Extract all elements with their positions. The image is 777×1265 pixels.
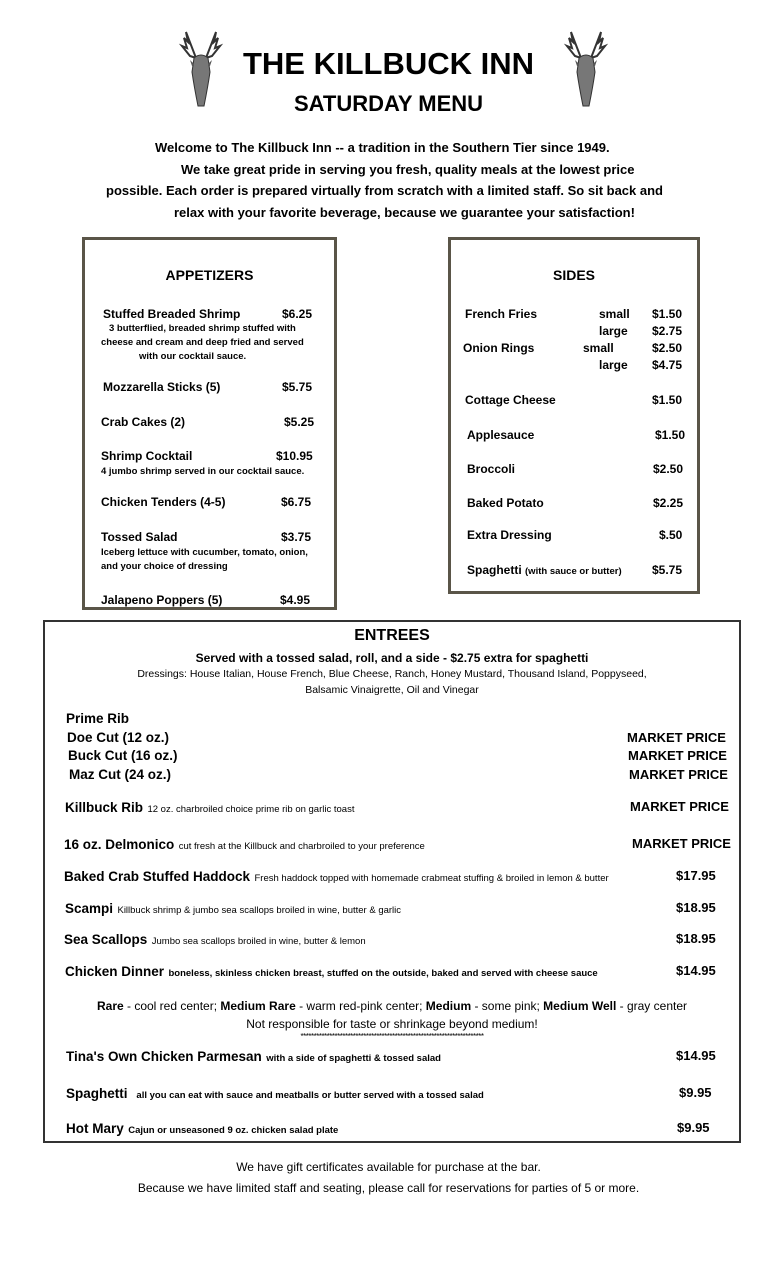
menu-item-price: $2.25 <box>653 496 684 510</box>
entree-row <box>66 1120 338 1138</box>
menu-item-name: Stuffed Breaded Shrimp <box>103 307 241 321</box>
entree-row <box>64 868 609 886</box>
menu-item-price: $1.50 <box>655 428 686 442</box>
menu-item-desc: all you can eat with sauce and meatballs or butter served with a tossed salad <box>136 1090 484 1101</box>
menu-item-name: Scampi <box>65 901 114 916</box>
menu-item-desc: 3 butterflied, breaded shrimp stuffed with <box>109 323 296 334</box>
menu-item-price: $3.75 <box>281 530 312 544</box>
appetizers-heading: APPETIZERS <box>165 267 254 283</box>
dressings-line: Dressings: House Italian, House French, Blue Cheese, Ranch, Honey Mustard, Thousand Island, Poppyseed, <box>137 668 647 680</box>
footer-line: We have gift certificates available for purchase at the bar. <box>236 1160 541 1174</box>
menu-item-price: $14.95 <box>676 1048 716 1063</box>
size-label: small <box>599 307 630 321</box>
entree-row <box>65 900 401 918</box>
menu-item-name: Tossed Salad <box>101 530 178 544</box>
page-title: THE KILLBUCK INN <box>242 46 535 81</box>
menu-item-name: Spaghetti <box>66 1086 128 1101</box>
menu-item-price: $4.75 <box>652 358 683 372</box>
menu-item-price: $5.75 <box>282 380 313 394</box>
menu-item-name: Jalapeno Poppers (5) <box>101 593 223 607</box>
menu-item-desc: boneless, skinless chicken breast, stuffed on the outside, baked and served with cheese sauce <box>168 968 598 979</box>
menu-item-desc: Iceberg lettuce with cucumber, tomato, onion, <box>101 547 308 558</box>
menu-item-desc: with a side of spaghetti & tossed salad <box>266 1053 441 1064</box>
menu-item-price: $2.75 <box>652 324 683 338</box>
entrees-heading: ENTREES <box>354 627 430 644</box>
menu-item-price: $9.95 <box>679 1085 712 1100</box>
menu-item-name: Baked Crab Stuffed Haddock <box>64 869 251 884</box>
menu-item-price: $18.95 <box>676 931 716 946</box>
entrees-box <box>43 620 741 1143</box>
entrees-served-note: Served with a tossed salad, roll, and a side - $2.75 extra for spaghetti <box>195 651 589 665</box>
menu-item-price: $.50 <box>659 528 683 542</box>
sides-box <box>448 237 700 594</box>
menu-item-name: Crab Cakes (2) <box>101 415 186 429</box>
menu-item-desc: Fresh haddock topped with homemade crabmeat stuffing & broiled in lemon & butter <box>254 873 609 884</box>
menu-item-desc: cut fresh at the Killbuck and charbroiled to your preference <box>178 841 425 852</box>
appetizers-box <box>82 237 337 610</box>
menu-item-price: $5.75 <box>652 563 683 577</box>
menu-item-name: Chicken Tenders (4-5) <box>101 495 226 509</box>
menu-item-desc: Cajun or unseasoned 9 oz. chicken salad plate <box>128 1125 339 1136</box>
menu-item-name: Buck Cut (16 oz.) <box>68 748 178 763</box>
menu-item-name: Baked Potato <box>467 496 544 510</box>
menu-item-price: $1.50 <box>652 393 683 407</box>
menu-item-price: MARKET PRICE <box>630 799 729 814</box>
intro-line: We take great pride in serving you fresh, quality meals at the lowest price <box>181 162 635 177</box>
menu-item-name: Shrimp Cocktail <box>101 449 193 463</box>
menu-item-name: Doe Cut (12 oz.) <box>67 730 170 745</box>
intro-line: Welcome to The Killbuck Inn -- a tradition in the Southern Tier since 1949. <box>155 140 610 155</box>
menu-item-name: Extra Dressing <box>467 528 552 542</box>
menu-item-name: Cottage Cheese <box>465 393 556 407</box>
size-label: large <box>599 324 628 338</box>
menu-item-price: $1.50 <box>652 307 683 321</box>
footer-line: Because we have limited staff and seating, please call for reservations for parties of 5 or more. <box>137 1181 640 1195</box>
size-label: large <box>599 358 628 372</box>
menu-item-price: $5.25 <box>284 415 315 429</box>
sides-heading: SIDES <box>552 267 595 283</box>
doneness-disclaimer: Not responsible for taste or shrinkage beyond medium! <box>246 1017 538 1031</box>
menu-item-name: French Fries <box>465 307 538 321</box>
menu-item-desc: with our cocktail sauce. <box>139 351 247 362</box>
menu-item-name: Sea Scallops <box>64 932 148 947</box>
menu-item-price: $14.95 <box>676 963 716 978</box>
menu-item-price: MARKET PRICE <box>628 748 727 763</box>
entree-row <box>65 963 598 981</box>
menu-item-desc: cheese and cream and deep fried and served <box>101 337 304 348</box>
menu-item-price: $6.75 <box>281 495 312 509</box>
menu-item-name: Chicken Dinner <box>65 964 165 979</box>
menu-item-price: MARKET PRICE <box>627 730 726 745</box>
doneness-guide: Rare - cool red center; Medium Rare - warm red-pink center; Medium - some pink; Medium Well - gray center <box>96 999 687 1013</box>
intro-line: possible. Each order is prepared virtually from scratch with a limited staff. So sit back and <box>106 183 663 198</box>
menu-item-desc: Killbuck shrimp & jumbo sea scallops broiled in wine, butter & garlic <box>117 905 402 916</box>
menu-item-name: Applesauce <box>467 428 535 442</box>
entree-row <box>64 836 425 854</box>
menu-item-price: $2.50 <box>653 462 684 476</box>
entree-row <box>66 1048 441 1066</box>
menu-item-note: (with sauce or butter) <box>525 566 622 577</box>
menu-item-name: Mozzarella Sticks (5) <box>103 380 221 394</box>
menu-item-price: $9.95 <box>677 1120 710 1135</box>
menu-item-name: Tina's Own Chicken Parmesan <box>66 1049 262 1064</box>
menu-item-desc: 4 jumbo shrimp served in our cocktail sauce. <box>101 466 305 477</box>
menu-item-name: 16 oz. Delmonico <box>64 837 175 852</box>
menu-item-name: Broccoli <box>467 462 516 476</box>
page-subtitle: SATURDAY MENU <box>293 91 484 116</box>
entree-row <box>65 799 354 817</box>
menu-item-price: $4.95 <box>280 593 311 607</box>
entree-row <box>66 1085 484 1103</box>
menu-item-desc: Jumbo sea scallops broiled in wine, butter & lemon <box>151 936 366 947</box>
intro-line: relax with your favorite beverage, because we guarantee your satisfaction! <box>174 205 635 220</box>
dressings-line: Balsamic Vinaigrette, Oil and Vinegar <box>305 684 479 696</box>
divider-stars: ********************************************************************** <box>300 1032 484 1041</box>
menu-item-desc: 12 oz. charbroiled choice prime rib on garlic toast <box>147 804 355 815</box>
menu-item-price: $18.95 <box>676 900 716 915</box>
menu-item-price: MARKET PRICE <box>632 836 731 851</box>
entree-row <box>64 931 366 949</box>
menu-item-name: Killbuck Rib <box>65 800 144 815</box>
menu-item-price: $17.95 <box>676 868 716 883</box>
menu-item-price: $2.50 <box>652 341 683 355</box>
menu-item-desc: and your choice of dressing <box>101 561 228 572</box>
menu-item-price: $6.25 <box>282 307 313 321</box>
menu-item-name: Hot Mary <box>66 1121 124 1136</box>
menu-item-name: Spaghetti (with sauce or butter) <box>467 563 622 577</box>
prime-rib-label: Prime Rib <box>66 711 130 726</box>
menu-item-price: MARKET PRICE <box>629 767 728 782</box>
menu-item-name: Onion Rings <box>463 341 535 355</box>
menu-item-price: $10.95 <box>276 449 313 463</box>
menu-item-name: Maz Cut (24 oz.) <box>69 767 172 782</box>
size-label: small <box>583 341 614 355</box>
